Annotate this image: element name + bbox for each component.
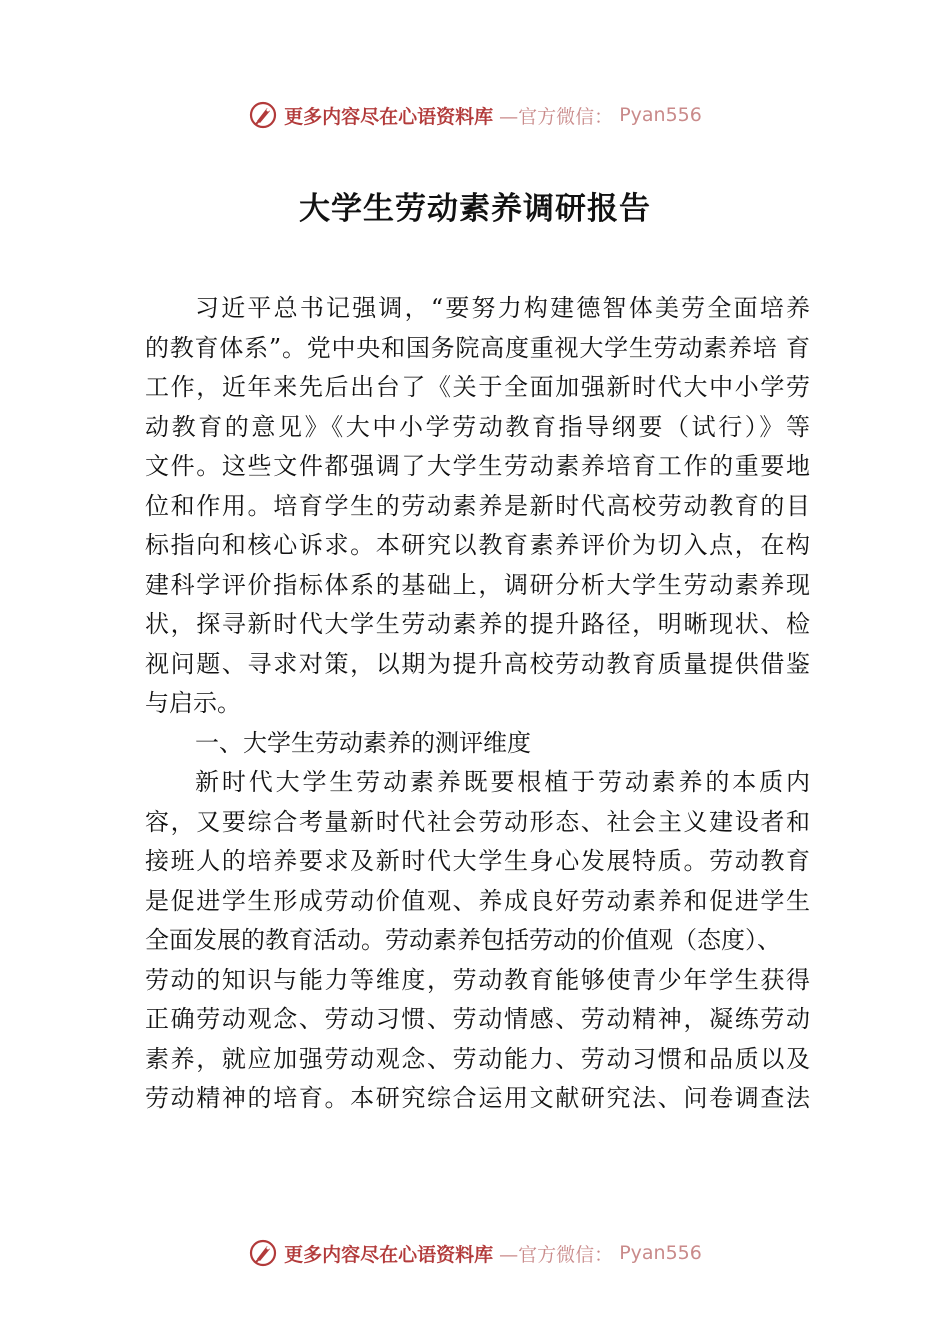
text-line: 视问题、寻求对策，以期为提升高校劳动教育质量提供借鉴 (145, 649, 810, 678)
watermark-wechat-id: Pyan556 (619, 1242, 702, 1264)
watermark-wechat-id: Pyan556 (619, 104, 702, 126)
text-line: 习近平总书记强调，“要努力构建德智体美劳全面培养 (195, 294, 810, 322)
text-line: 容，又要综合考量新时代社会劳动形态、社会主义建设者和 (145, 807, 810, 836)
text-line: 劳动精神的培育。本研究综合运用文献研究法、问卷调查法 (145, 1084, 810, 1112)
text-line: 全面发展的教育活动。劳动素养包括劳动的价值观（态度）、 (145, 926, 781, 954)
text-line: 标指向和核心诉求。本研究以教育素养评价为切入点，在构 (145, 531, 810, 559)
text-line: 素养，就应加强劳动观念、劳动能力、劳动习惯和品质以及 (145, 1044, 810, 1073)
text-line: 是促进学生形成劳动价值观、养成良好劳动素养和促进学生 (145, 886, 810, 915)
pen-nib-circle-icon (248, 1238, 278, 1268)
text-line: 文件。这些文件都强调了大学生劳动素养培育工作的重要地 (145, 452, 810, 480)
text-line: 动教育的意见》《大中小学劳动教育指导纲要（试行）》等 (145, 412, 810, 441)
text-line: 与启示。 (145, 689, 241, 717)
pen-nib-circle-icon (248, 100, 278, 130)
text-line: 工作，近年来先后出台了《关于全面加强新时代大中小学劳 (145, 373, 810, 401)
header-watermark (0, 95, 950, 135)
watermark-sub-text: —官方微信： (499, 1243, 614, 1266)
text-line: 正确劳动观念、劳动习惯、劳动情感、劳动精神，凝练劳动 (145, 1005, 810, 1033)
document-body (145, 289, 810, 1119)
text-line: 位和作用。培育学生的劳动素养是新时代高校劳动教育的目 (145, 491, 810, 520)
text-line: 新时代大学生劳动素养既要根植于劳动素养的本质内 (195, 768, 810, 796)
footer-watermark (0, 1233, 950, 1273)
text-line: 建科学评价指标体系的基础上，调研分析大学生劳动素养现 (145, 570, 810, 599)
text-line: 劳动的知识与能力等维度，劳动教育能够使青少年学生获得 (145, 965, 810, 994)
text-line: 接班人的培养要求及新时代大学生身心发展特质。劳动教育 (145, 847, 810, 875)
document-title: 大学生劳动素养调研报告 (299, 191, 651, 227)
watermark-main-text: 更多内容尽在心语资料库 (284, 105, 494, 128)
section-heading: 一、大学生劳动素养的测评维度 (195, 728, 531, 757)
watermark-main-text: 更多内容尽在心语资料库 (284, 1243, 494, 1266)
watermark-sub-text: —官方微信： (499, 105, 614, 128)
text-line: 状，探寻新时代大学生劳动素养的提升路径，明晰现状、检 (145, 610, 810, 638)
text-line: 的教育体系”。党中央和国务院高度重视大学生劳动素养培 育 (145, 333, 810, 362)
